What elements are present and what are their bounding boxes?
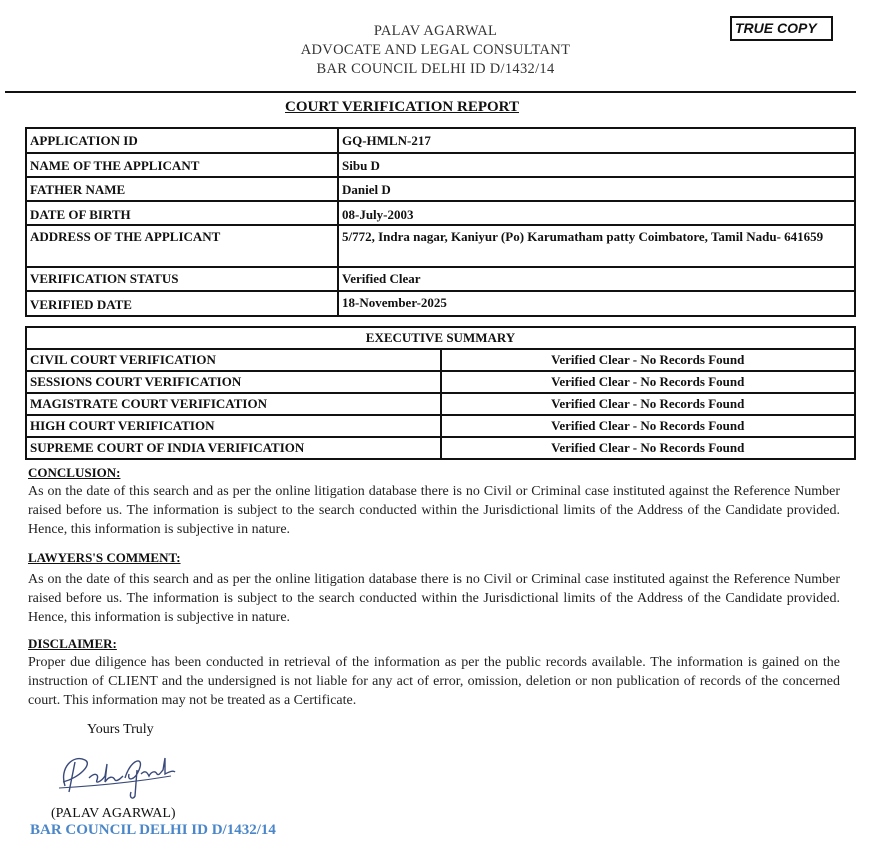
detail-label: DATE OF BIRTH	[26, 201, 338, 225]
summary-title-row	[26, 327, 855, 349]
summary-value: Verified Clear - No Records Found	[441, 393, 856, 415]
true-copy-stamp: TRUE COPY	[730, 16, 833, 41]
disclaimer-heading: DISCLAIMER:	[28, 636, 117, 651]
detail-label: NAME OF THE APPLICANT	[26, 153, 338, 177]
table-row	[26, 201, 855, 225]
detail-value: Verified Clear	[338, 267, 855, 291]
summary-label: MAGISTRATE COURT VERIFICATION	[26, 393, 441, 415]
detail-label: FATHER NAME	[26, 177, 338, 201]
lawyer-comment-heading: LAWYERS'S COMMENT:	[28, 550, 181, 565]
table-row	[26, 177, 855, 201]
summary-value: Verified Clear - No Records Found	[441, 349, 856, 371]
lawyer-comment-text: As on the date of this search and as per the online litigation database there is no Civil or Criminal case instituted against the Reference Number raised before us. The information is subject to the search conducted within the Jurisdictional limits of the Address of the Candidate provided. Hence, this information is subjective in nature.	[28, 572, 840, 625]
table-row	[26, 225, 855, 267]
executive-summary-table	[25, 326, 856, 460]
report-title: COURT VERIFICATION REPORT	[285, 99, 519, 115]
advocate-bar-id: BAR COUNCIL DELHI ID D/1432/14	[316, 61, 555, 77]
detail-value: Sibu D	[338, 153, 855, 177]
signature-icon	[55, 748, 180, 803]
table-row	[26, 393, 855, 415]
advocate-designation: ADVOCATE AND LEGAL CONSULTANT	[300, 42, 571, 58]
table-row	[26, 349, 855, 371]
signatory-bar-id: BAR COUNCIL DELHI ID D/1432/14	[30, 822, 276, 838]
table-row	[26, 153, 855, 177]
detail-label: ADDRESS OF THE APPLICANT	[26, 225, 338, 267]
table-row	[26, 371, 855, 393]
detail-value: 18-November-2025	[338, 291, 855, 316]
summary-label: SUPREME COURT OF INDIA VERIFICATION	[26, 437, 441, 459]
summary-value: Verified Clear - No Records Found	[441, 371, 856, 393]
summary-value: Verified Clear - No Records Found	[441, 415, 856, 437]
detail-label: VERIFIED DATE	[26, 291, 338, 316]
detail-value: Daniel D	[338, 177, 855, 201]
disclaimer-text: Proper due diligence has been conducted in retrieval of the information as per the public records available. The information is gained on the instruction of CLIENT and the undersigned is not liable for any act of error, omission, deletion or non publication of records of the concerned court. This information may not be treated as a Certificate.	[28, 655, 840, 708]
closing-text: Yours Truly	[87, 722, 154, 737]
header-divider	[5, 91, 856, 93]
detail-value: 08-July-2003	[338, 201, 855, 225]
conclusion-text: As on the date of this search and as per the online litigation database there is no Civil or Criminal case instituted against the Reference Number raised before us. The information is subject to the search conducted within the Jurisdictional limits of the Address of the Candidate provided. Hence, this information is subjective in nature.	[28, 484, 840, 537]
summary-label: CIVIL COURT VERIFICATION	[26, 349, 441, 371]
conclusion-heading: CONCLUSION:	[28, 465, 121, 480]
summary-label: SESSIONS COURT VERIFICATION	[26, 371, 441, 393]
detail-value: GQ-HMLN-217	[338, 128, 855, 153]
table-row	[26, 415, 855, 437]
table-row	[26, 437, 855, 459]
summary-label: HIGH COURT VERIFICATION	[26, 415, 441, 437]
table-row	[26, 291, 855, 316]
table-row	[26, 267, 855, 291]
summary-title: EXECUTIVE SUMMARY	[26, 327, 855, 349]
detail-label: APPLICATION ID	[26, 128, 338, 153]
summary-value: Verified Clear - No Records Found	[441, 437, 856, 459]
table-row	[26, 128, 855, 153]
detail-value: 5/772, Indra nagar, Kaniyur (Po) Karumatham patty Coimbatore, Tamil Nadu- 641659	[338, 225, 855, 267]
detail-label: VERIFICATION STATUS	[26, 267, 338, 291]
applicant-details-table	[25, 127, 856, 317]
signatory-name: (PALAV AGARWAL)	[51, 806, 176, 821]
advocate-name: PALAV AGARWAL	[373, 23, 498, 39]
